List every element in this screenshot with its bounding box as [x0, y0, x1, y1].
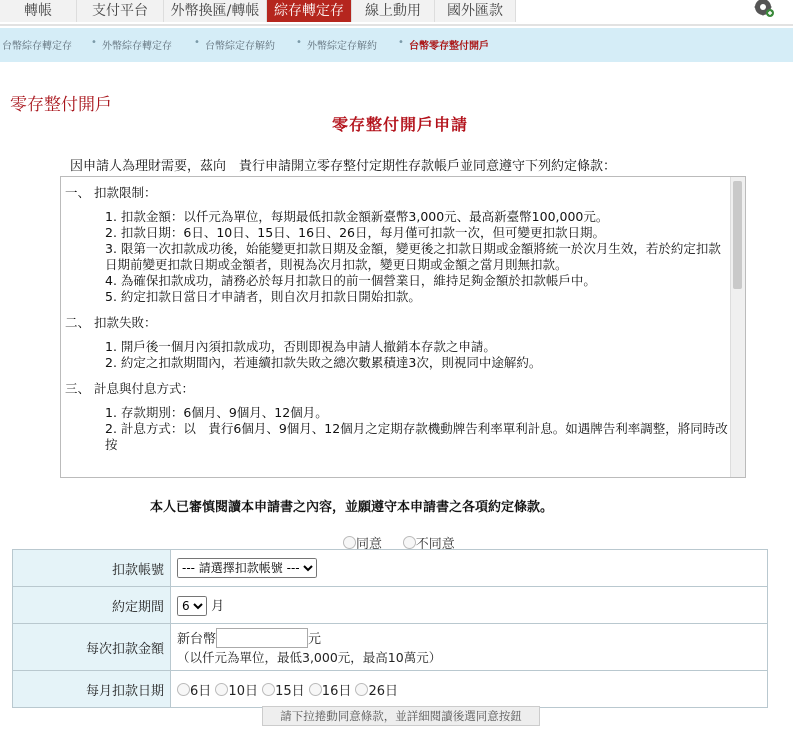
- agree-radio[interactable]: [343, 536, 356, 549]
- agree-statement: 本人已審慎閱讀本申請書之內容，並願遵守本申請書之各項約定條款。: [150, 500, 554, 515]
- breadcrumb-item-twd-cancel[interactable]: 台幣綜定存解約: [205, 41, 275, 52]
- amount-prefix: 新台幣: [177, 631, 217, 647]
- breadcrumb-separator: •: [91, 37, 97, 48]
- agree-label: 同意: [356, 537, 383, 552]
- tab-online-credit[interactable]: 線上動用: [352, 0, 435, 22]
- terms-scroll-box[interactable]: [60, 176, 746, 478]
- tab-payment-platform[interactable]: 支付平台: [77, 0, 164, 22]
- breadcrumb-item-twd-to-time[interactable]: 台幣綜存轉定存: [2, 41, 72, 52]
- terms-item: 4. 為確保扣款成功，請務必於每月扣款日的前一個營業日，維持足夠金額於扣款帳戶中。: [105, 273, 596, 288]
- page-title: 零存整付開戶: [10, 95, 112, 115]
- terms-item: 2. 計息方式：以 貴行6個月、9個月、12個月之定期存款機動牌告利率單利計息。如遇牌告利率調整，將同時改按: [105, 421, 728, 452]
- day-option-label: 10日: [228, 683, 258, 699]
- amount-input[interactable]: [216, 628, 308, 648]
- terms-item: 2. 扣款日期：6日、10日、15日、16日、26日，每月僅可扣款一次，但可變更扣款日期。: [105, 225, 605, 240]
- breadcrumb-item-current: 台幣零存整付開戶: [409, 41, 489, 52]
- terms-content: [61, 177, 733, 453]
- form-title: 零存整付開戶申請: [332, 115, 469, 134]
- terms-section-heading: 一、 扣款限制：: [65, 185, 157, 200]
- scrollbar-thumb[interactable]: [733, 181, 742, 289]
- day-option-label: 6日: [190, 683, 212, 699]
- breadcrumb-separator: •: [296, 37, 302, 48]
- period-select[interactable]: [177, 596, 207, 616]
- amount-suffix: 元: [308, 631, 322, 647]
- day-option-label: 26日: [368, 683, 399, 699]
- period-unit: 月: [211, 598, 225, 614]
- terms-section-heading: 二、 扣款失敗：: [65, 315, 157, 330]
- day-26-radio[interactable]: [355, 683, 368, 696]
- period-label: 約定期間: [13, 587, 171, 624]
- terms-scrollbar[interactable]: [730, 177, 745, 477]
- terms-section-heading: 三、 計息與付息方式：: [65, 381, 194, 396]
- disagree-label: 不同意: [415, 537, 455, 552]
- form-row-account: [13, 550, 768, 587]
- terms-item: 3. 限第一次扣款成功後，始能變更扣款日期及金額，變更後之扣款日期或金額將統一於次月生效，若於約定扣款日期前變更扣款日期或金額者，則視為次月扣款，變更日期或金額之當月則無扣款。: [105, 241, 721, 272]
- tab-transfer[interactable]: 轉帳: [0, 0, 77, 22]
- terms-section: [65, 379, 733, 453]
- disagree-radio[interactable]: [403, 536, 416, 549]
- day-label: 每月扣款日期: [13, 671, 171, 708]
- terms-section: [65, 183, 733, 305]
- terms-item: 2. 約定之扣款期間內，若連續扣款失敗之總次數累積達3次，則視同中途解約。: [105, 355, 542, 370]
- top-nav: [0, 0, 793, 26]
- terms-item: 1. 扣款金額：以仟元為單位，每期最低扣款金額新臺幣3,000元、最高新臺幣100,000元。: [105, 209, 609, 224]
- terms-item: 1. 存款期別：6個月、9個月、12個月。: [105, 405, 328, 420]
- day-option-label: 16日: [321, 683, 352, 699]
- terms-item: 1. 開戶後一個月內須扣款成功，否則即視為申請人撤銷本存款之申請。: [105, 339, 496, 354]
- breadcrumb-separator: •: [194, 37, 200, 48]
- tab-foreign-remittance[interactable]: 國外匯款: [435, 0, 516, 22]
- account-label: 扣款帳號: [13, 550, 171, 587]
- amount-note: （以仟元為單位，最低3,000元，最高10萬元）: [177, 650, 442, 666]
- breadcrumb-separator: •: [398, 37, 404, 48]
- day-option-label: 15日: [275, 683, 305, 699]
- breadcrumb-item-fx-cancel[interactable]: 外幣綜定存解約: [307, 41, 377, 52]
- breadcrumb-item-fx-to-time[interactable]: 外幣綜存轉定存: [102, 41, 172, 52]
- terms-item: 5. 約定扣款日當日才申請者，則自次月扣款日開始扣款。: [105, 289, 421, 304]
- intro-text: 因申請人為理財需要，茲向 貴行申請開立零存整付定期性存款帳戶並同意遵守下列約定條款：: [70, 159, 617, 174]
- day-15-radio[interactable]: [262, 683, 275, 696]
- tab-deposit-to-time[interactable]: 綜存轉定存: [267, 0, 352, 22]
- account-select[interactable]: [177, 558, 317, 578]
- gear-icon[interactable]: [753, 0, 775, 18]
- submit-button[interactable]: 請下拉捲動同意條款，並詳細閱讀後選同意按鈕: [262, 706, 540, 726]
- form-row-amount: [13, 624, 768, 671]
- day-6-radio[interactable]: [177, 683, 190, 696]
- form-row-period: [13, 587, 768, 624]
- form-row-day: [13, 671, 768, 708]
- day-10-radio[interactable]: [215, 683, 228, 696]
- application-form: [12, 549, 768, 708]
- tab-fx-exchange[interactable]: 外幣換匯/轉帳: [164, 0, 267, 22]
- amount-label: 每次扣款金額: [13, 624, 171, 671]
- day-16-radio[interactable]: [309, 683, 322, 696]
- terms-section: [65, 313, 733, 371]
- breadcrumb: [0, 28, 793, 62]
